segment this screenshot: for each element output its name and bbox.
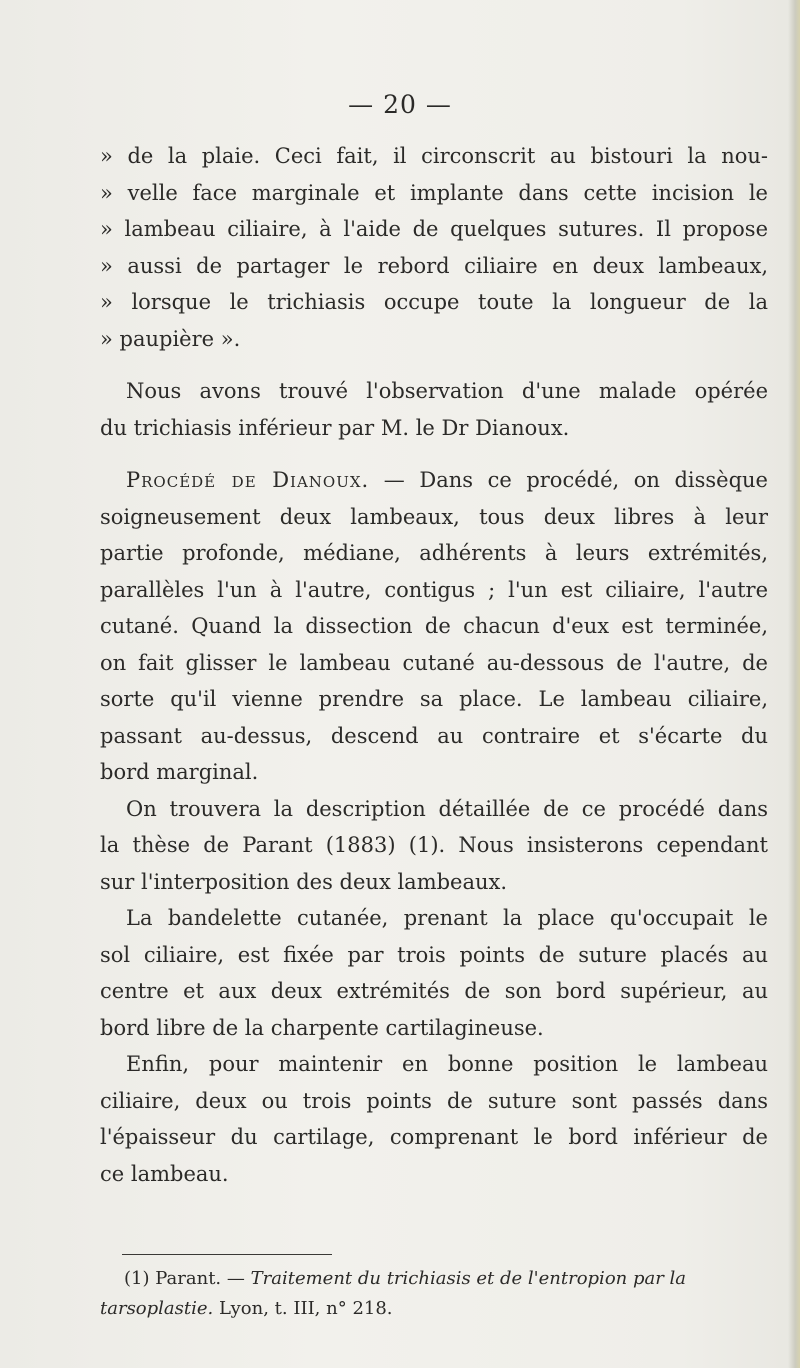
bandelette-line: bord libre de la charpente cartilagineuse. [100, 1015, 544, 1040]
page-edge-shadow [788, 0, 800, 1368]
enfin-line: ciliaire, deux ou trois points de suture sont passés dans [100, 1088, 768, 1113]
quote-line: » de la plaie. Ceci fait, il circonscrit au bistouri la nou- [100, 138, 768, 175]
quote-line: » aussi de partager le rebord ciliaire en deux lambeaux, [100, 248, 768, 285]
description-paragraph [100, 791, 768, 901]
footnote-author: Parant. — [155, 1268, 245, 1289]
description-line: la thèse de Parant (1883) (1). Nous insisterons cependant [100, 833, 768, 857]
quote-line: » velle face marginale et implante dans cette incision le [100, 175, 768, 212]
paragraph-gap [100, 357, 768, 373]
enfin-line: ce lambeau. [100, 1161, 229, 1186]
description-line: On trouvera la description détaillée de ce procédé dans [126, 796, 768, 821]
procede-line: soigneusement deux lambeaux, tous deux libres à leur [100, 504, 768, 529]
footnote-line [100, 1264, 768, 1294]
procede-line: on fait glisser le lambeau cutané au-dessous de l'autre, de [100, 650, 768, 675]
quote-line: » lorsque le trichiasis occupe toute la longueur de la [100, 284, 768, 321]
quote-line: » lambeau ciliaire, à l'aide de quelques sutures. Il propose [100, 211, 768, 248]
footnote-rule [122, 1254, 332, 1255]
footnote-marker: (1) [124, 1268, 150, 1289]
enfin-line: Enfin, pour maintenir en bonne position le lambeau [126, 1052, 768, 1076]
procede-heading: Procédé de Dianoux. [126, 468, 370, 492]
quote-paragraph [100, 138, 768, 357]
footnote-reference: Lyon, t. III, n° 218. [219, 1298, 393, 1319]
description-line: sur l'interposition des deux lambeaux. [100, 869, 508, 894]
enfin-line: l'épaisseur du cartilage, comprenant le bord inférieur de [100, 1125, 768, 1149]
footnote [100, 1264, 768, 1324]
footnote-line [100, 1294, 768, 1324]
page-number: — 20 — [348, 90, 452, 119]
procede-line: bord marginal. [100, 760, 259, 784]
procede-first-line [100, 462, 768, 499]
procede-line: parallèles l'un à l'autre, contigus ; l'un est ciliaire, l'autre [100, 577, 768, 602]
paragraph-gap [100, 446, 768, 462]
body-text [100, 138, 768, 1192]
bandelette-line: La bandelette cutanée, prenant la place qu'occupait le [126, 906, 768, 930]
enfin-paragraph [100, 1046, 768, 1192]
observation-line: du trichiasis inférieur par M. le Dr Dianoux. [100, 415, 570, 440]
procede-paragraph [100, 462, 768, 791]
footnote-title-continued: tarsoplastie. [100, 1298, 214, 1319]
observation-paragraph [100, 373, 768, 446]
bandelette-paragraph [100, 900, 768, 1046]
procede-line: cutané. Quand la dissection de chacun d'eux est terminée, [100, 614, 768, 638]
bandelette-line: sol ciliaire, est fixée par trois points de suture placés au [100, 942, 768, 967]
footnote-title: Traitement du trichiasis et de l'entropion par la [250, 1268, 687, 1289]
bandelette-line: centre et aux deux extrémités de son bord supérieur, au [100, 979, 768, 1003]
procede-line: — Dans ce procédé, on dissèque [383, 468, 768, 492]
procede-line: sorte qu'il vienne prendre sa place. Le lambeau ciliaire, [100, 687, 768, 711]
observation-line: Nous avons trouvé l'observation d'une malade opérée [126, 379, 768, 403]
procede-line: passant au-dessus, descend au contraire et s'écarte du [100, 723, 768, 748]
quote-line: » paupière ». [100, 321, 768, 358]
procede-line: partie profonde, médiane, adhérents à leurs extrémités, [100, 541, 768, 565]
